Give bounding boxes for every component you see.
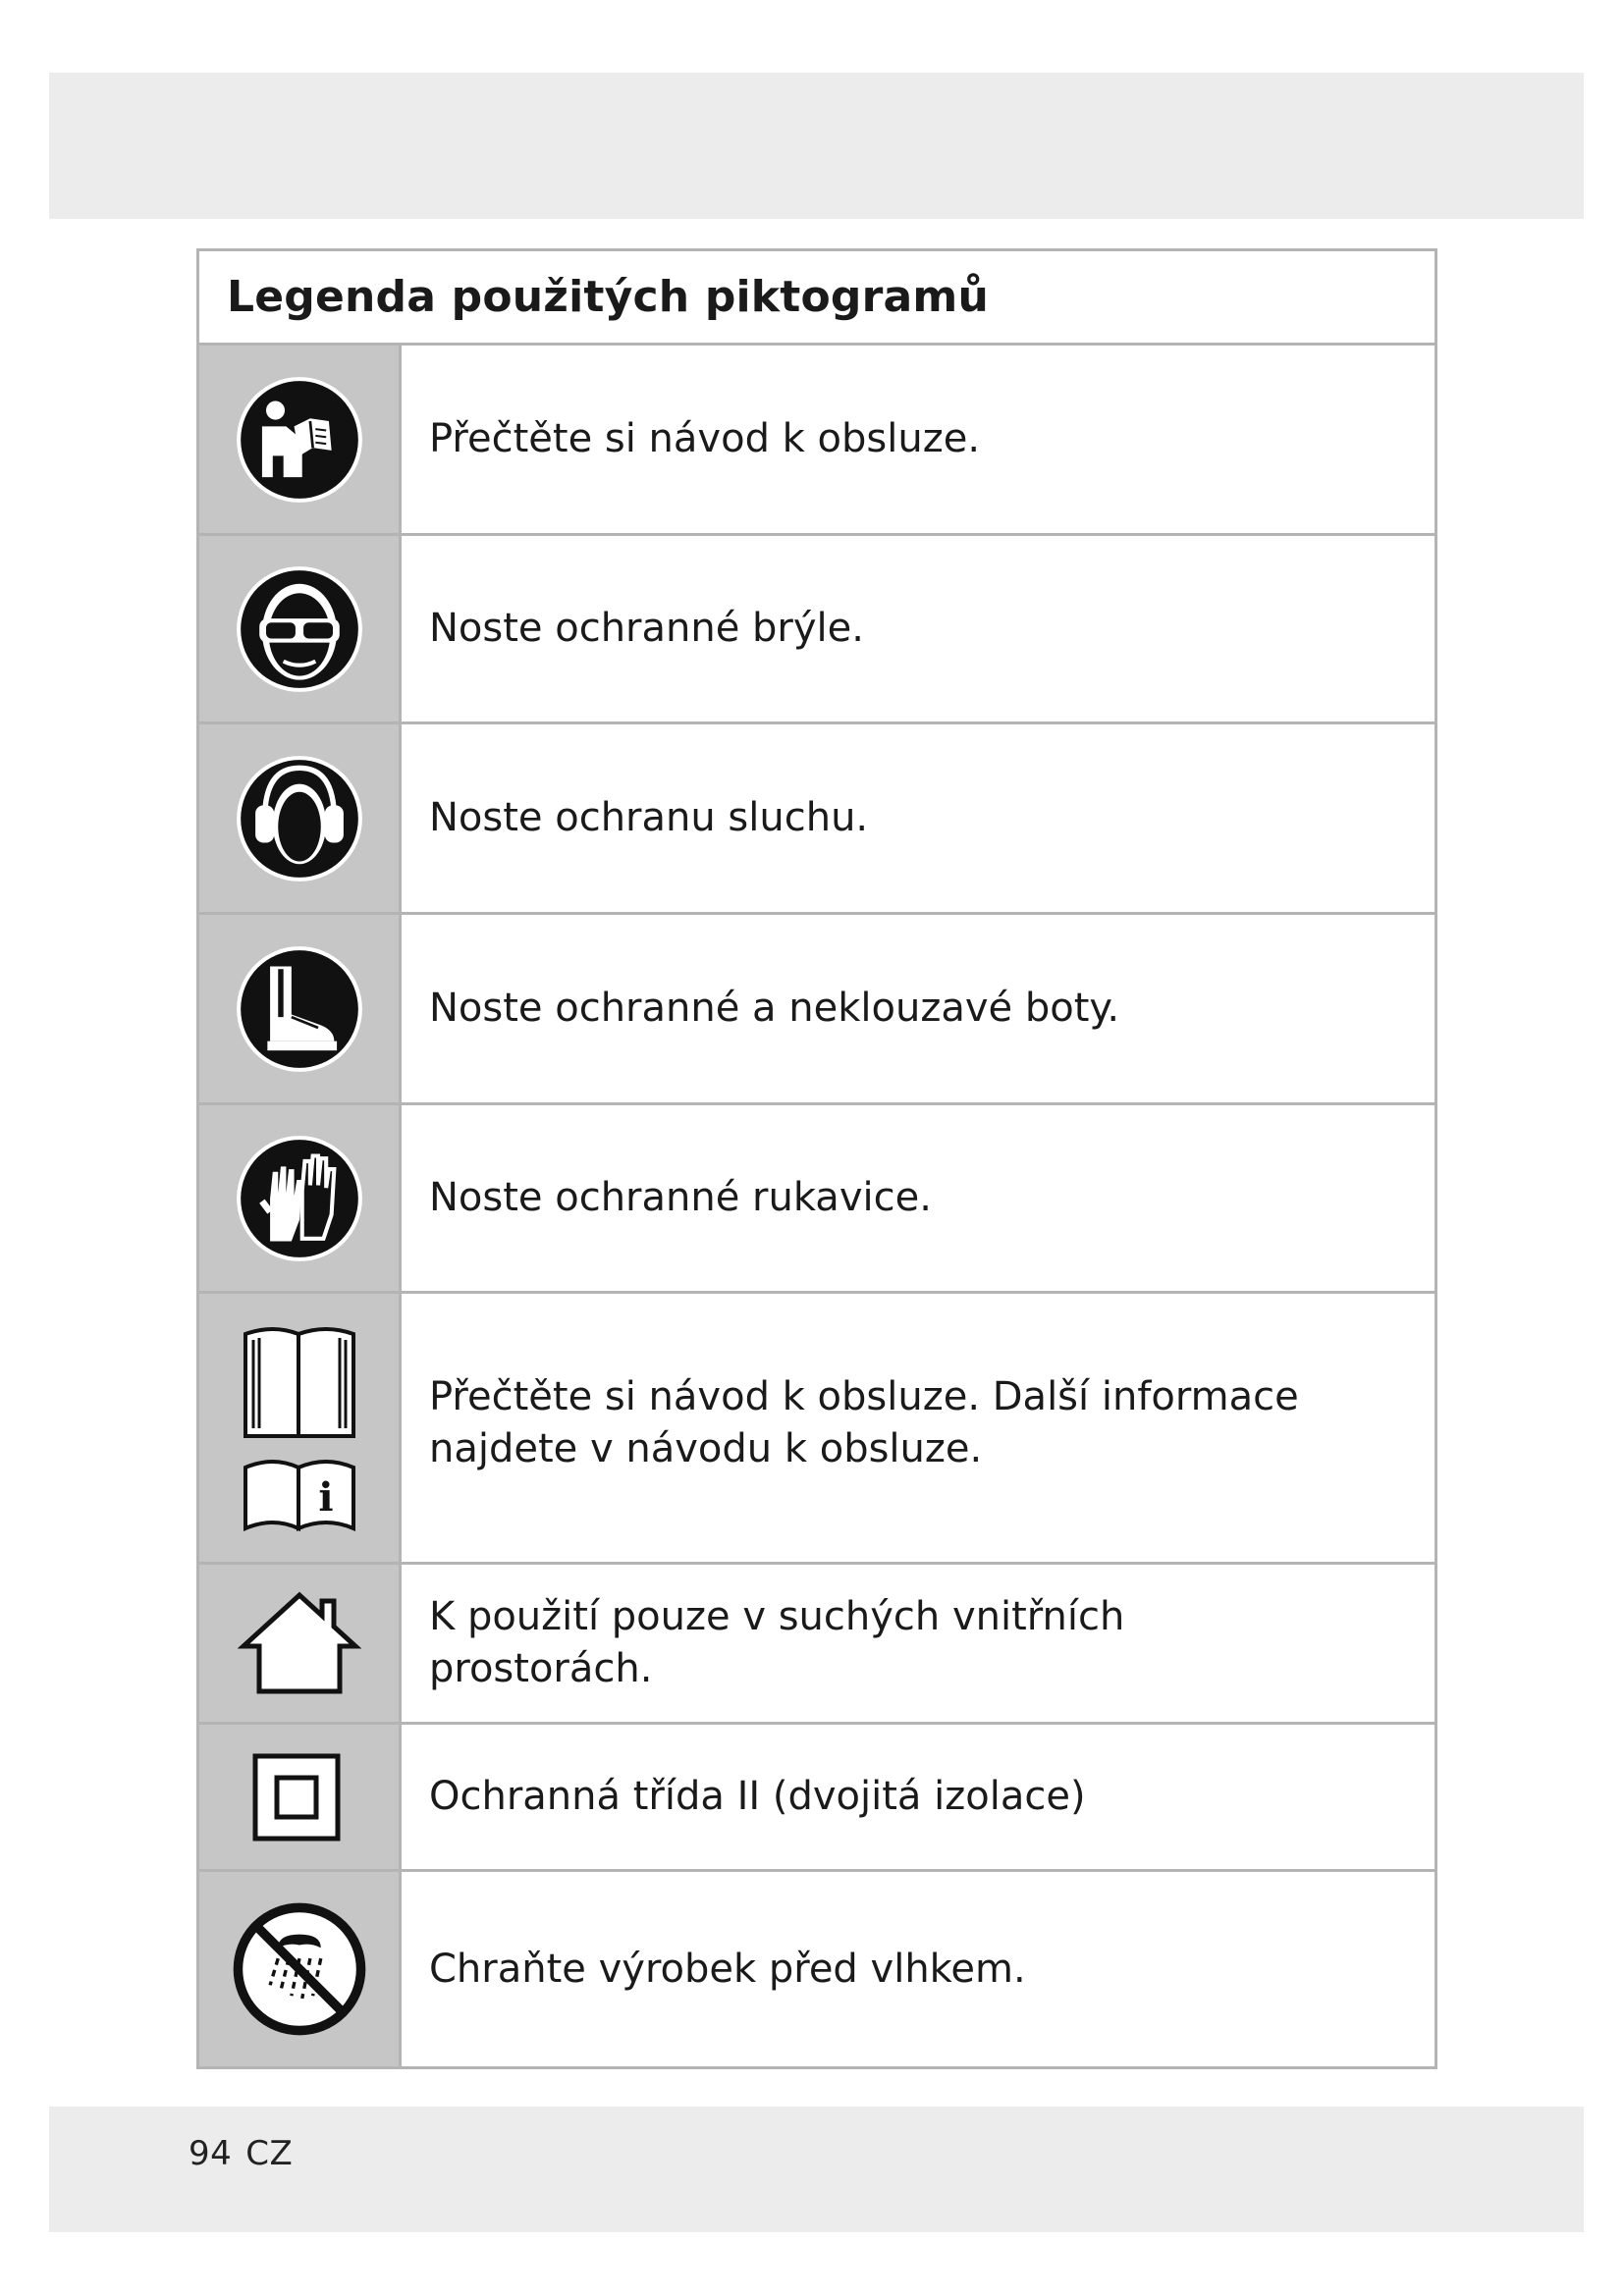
- legend-row-text: Noste ochranu sluchu.: [429, 795, 869, 840]
- legend-row-text: Noste ochranné brýle.: [429, 606, 864, 651]
- page-number: 94: [189, 2134, 233, 2173]
- protection-class-ii-icon: [238, 1748, 361, 1846]
- legend-row-text: Chraňte výrobek před vlhkem.: [429, 1946, 1026, 1992]
- hearing-protection-icon: [233, 752, 366, 885]
- legend-row: [199, 1565, 1435, 1725]
- legend-row-text: Ochranná třída II (dvojitá izolace): [429, 1774, 1086, 1819]
- legend-title: Legenda použitých piktogramů: [227, 272, 989, 322]
- legend-row-text: Noste ochranné rukavice.: [429, 1175, 932, 1220]
- protect-from-moisture-icon: [233, 1902, 366, 2036]
- legend-row: [199, 915, 1435, 1105]
- legend-row: [199, 346, 1435, 536]
- legend-row-text: Přečtěte si návod k obsluze.: [429, 416, 981, 461]
- legend-row-text: Přečtěte si návod k obsluze. Další informace najdete v návodu k obsluze.: [429, 1373, 1299, 1471]
- page-footer: [189, 2134, 293, 2173]
- legend-row: [199, 1872, 1435, 2066]
- read-manual-icon: [233, 373, 366, 507]
- svg-text:i: i: [317, 1473, 334, 1521]
- legend-row-text: K použití pouze v suchých vnitřních prostorách.: [429, 1594, 1125, 1691]
- legend-row: [199, 1294, 1435, 1565]
- header-band: [49, 73, 1584, 219]
- safety-goggles-icon: [233, 562, 366, 696]
- legend-row-text: Noste ochranné a neklouzavé boty.: [429, 986, 1120, 1031]
- language-code: CZ: [245, 2134, 294, 2173]
- protective-gloves-icon: [233, 1132, 366, 1265]
- indoor-use-icon: [238, 1589, 361, 1697]
- legend-row: [199, 1105, 1435, 1294]
- manual-info-icon: [238, 1320, 361, 1536]
- pictogram-legend-table: [196, 248, 1437, 2069]
- legend-header: [199, 251, 1435, 346]
- legend-row: [199, 536, 1435, 724]
- safety-boots-icon: [233, 942, 366, 1076]
- legend-row: [199, 1725, 1435, 1872]
- legend-row: [199, 724, 1435, 915]
